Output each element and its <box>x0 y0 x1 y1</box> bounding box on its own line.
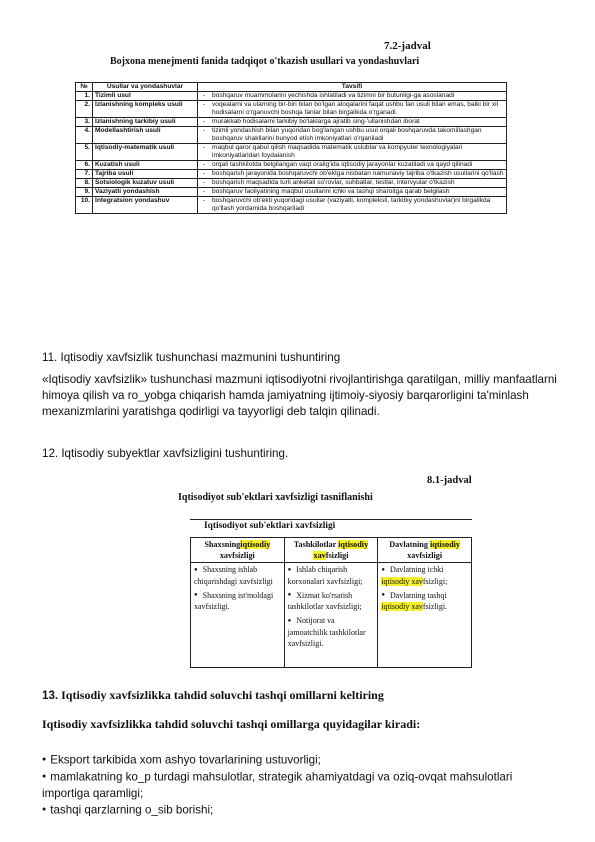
col-header-state: Davlatning iqtisodiy xavfsizligi <box>378 538 472 563</box>
method-name: Izlanishning kompleks usuli <box>93 101 198 118</box>
method-description: boshqarish maqsadida turli anketali so'rovlar, suhbatlar, testlar, intervyular o'tkazish <box>210 179 507 188</box>
row-number: 2. <box>76 101 93 118</box>
row-number: 1. <box>76 92 93 101</box>
method-description: boshqaruv muammolarini yechishda ishlatiladi va tizimni bir butunligi-ga asoslanadi <box>210 92 507 101</box>
list-item: ● Davlatning ichki iqtisodiy xavfsizligi; <box>381 564 468 587</box>
method-description: murakkab hodisalarni tarkibiy bo'laklarga ajratib sing-'ullanishdan iborat <box>210 118 507 127</box>
list-item: ● Davlatning tashqi iqtisodiy xavfsizligi. <box>381 590 468 613</box>
question-13-subtitle: Iqtisodiy xavfsizlikka tahdid soluvchi tashqi omillarga quyidagilar kiradi: <box>42 717 421 731</box>
row-dash: - <box>198 127 211 144</box>
row-number: 10. <box>76 197 93 214</box>
list-item: ● Ishlab chiqarish korxonalari xavfsizligi; <box>288 564 375 587</box>
method-description: tizimli yondashish bilan yuqoridan bog'langan ushbu usul orqali boshqaruvda takomillashgan boshqaruv shakllarini bunyod etish imkoniyatlari o'rganiladi <box>210 127 507 144</box>
method-description: boshqaruv faoliyatining maqbul usullarini ichki va tashqi sharoitga qarab belgilash <box>210 188 507 197</box>
col-header-organizations: Tashkilotlar iqtisodiy xavfsizligi <box>284 538 378 563</box>
method-name: Vaziyatli yondashish <box>93 188 198 197</box>
method-name: Izlanishning tarkibiy usuli <box>93 118 198 127</box>
organization-security-cell <box>284 563 378 668</box>
method-description: maqbul qaror qabul qilish maqsadida matematik uslublar va kompyuter texnologiyalari imkoniyatlaridan foydalanish <box>210 144 507 161</box>
question-11: 11. Iqtisodiy xavfsizlik tushunchasi mazmunini tushuntiring <box>42 351 341 364</box>
method-description: voqealarni va ularning bir-biri bilan bo'lgan aloqalarini faqat ushbu fan usuli bilan emas, balki bir xil hodisalarni o'rganuvchi boshqa fanlar bilan birgalikda o'rganadi. <box>210 101 507 118</box>
list-item: ● Notijorat va jamoatchilik tashkilotlar xavfsizligi. <box>288 615 375 649</box>
security-classification-table <box>190 537 472 668</box>
row-dash: - <box>198 188 211 197</box>
method-name: Sotsiologik kuzatuv usuli <box>93 179 198 188</box>
table-row <box>76 118 507 127</box>
state-security-cell <box>378 563 472 668</box>
row-number: 5. <box>76 144 93 161</box>
list-item: ● tashqi qarzlarning o_sib borishi; <box>42 802 562 819</box>
table-label-7-2: 7.2-jadval <box>384 40 431 52</box>
row-dash: - <box>198 197 211 214</box>
table-caption: Iqtisodiyot sub'ektlari xavfsizligi <box>204 521 336 531</box>
table-title-research-methods: Bojxona menejmenti fanida tadqiqot o'tkazish usullari va yondashuvlari <box>110 56 420 67</box>
list-item: ● mamlakatning ko_p turdagi mahsulotlar, strategik ahamiyatdagi va oziq-ovqat mahsulotlari importiga qaramligi; <box>42 769 562 802</box>
row-dash: - <box>198 144 211 161</box>
research-methods-table <box>75 82 507 214</box>
method-name: Tizimli usul <box>93 92 198 101</box>
method-name: Tajriba usuli <box>93 170 198 179</box>
table-row <box>76 197 507 214</box>
list-item: ● Shaxsning ishlab chiqarishdagi xavfsizligi <box>194 564 281 587</box>
table-row <box>76 161 507 170</box>
table-row <box>76 188 507 197</box>
method-name: Integratsion yondashuv <box>93 197 198 214</box>
table-label-8-1: 8.1-jadval <box>427 475 472 486</box>
question-13-title: Iqtisodiy xavfsizlikka tahdid soluvchi tashqi omillarni keltiring <box>61 688 384 702</box>
row-number: 3. <box>76 118 93 127</box>
list-item: ● Xizmat ko'rsatish tashkilotlar xavfsizligi; <box>288 590 375 613</box>
method-name: Iqtisodiy-matematik usuli <box>93 144 198 161</box>
row-number: 6. <box>76 161 93 170</box>
col-header-description: Tavsifi <box>198 83 507 92</box>
row-dash: - <box>198 92 211 101</box>
question-12: 12. Iqtisodiy subyektlar xavfsizligini tushuntiring. <box>42 447 289 460</box>
method-description: boshqarish jarayonida boshqaruvchi ob'ektga nisbatan namunaviy tajriba o'tkazish usullarini qo'llash <box>210 170 507 179</box>
row-dash: - <box>198 118 211 127</box>
external-factors-list <box>42 752 562 819</box>
row-number: 9. <box>76 188 93 197</box>
caption-divider <box>190 519 472 520</box>
method-description: boshqaruvchi ob'ekti yuqoridagi usullar (vaziyatli, kompleksli, tarkibiy yondashuvlar)ni birgalikda qo'llash yordamida boshqariladi <box>210 197 507 214</box>
table-row <box>76 179 507 188</box>
row-dash: - <box>198 101 211 118</box>
row-dash: - <box>198 179 211 188</box>
row-number: 8. <box>76 179 93 188</box>
col-header-methods: Usullar va yondashuvlar <box>93 83 198 92</box>
table-row <box>76 101 507 118</box>
row-dash: - <box>198 170 211 179</box>
personal-security-cell <box>191 563 285 668</box>
col-header-personal: Shaxsningiqtisodiy xavfsizligi <box>191 538 285 563</box>
question-13: 13. Iqtisodiy xavfsizlikka tahdid soluvchi tashqi omillarni keltiring <box>42 688 384 702</box>
row-number: 4. <box>76 127 93 144</box>
row-dash: - <box>198 161 211 170</box>
table-row <box>76 127 507 144</box>
method-description: orqali tashkilotda belgilangan vaqt oralig'ida iqtisodiy jarayonlar kuzatiladi va qayd qilinadi <box>210 161 507 170</box>
row-number: 7. <box>76 170 93 179</box>
answer-11: «Iqtisodiy xavfsizlik» tushunchasi mazmuni iqtisodiyotni rivojlantirishga qaratilgan, milliy manfaatlarni himoya qilish va ro_yobga chiqarish hamda jamiyatning ijtimoiy-siyosiy barqarorligini ta'minlash mexanizmlarini yaratishga qodirligi va tayyorligi deb talqin qilinadi. <box>42 373 557 418</box>
list-item: ● Shaxsning ist'moldagi xavfsizligi. <box>194 590 281 613</box>
method-name: Kuzatish usuli <box>93 161 198 170</box>
list-item: ● Eksport tarkibida xom ashyo tovarlarining ustuvorligi; <box>42 752 562 769</box>
table-row <box>76 170 507 179</box>
table-row <box>76 144 507 161</box>
table-title-security-classification: Iqtisodiyot sub'ektlari xavfsizligi tasniflanishi <box>178 492 373 503</box>
method-name: Modellashtirish usuli <box>93 127 198 144</box>
table-row <box>76 92 507 101</box>
col-header-number: № <box>76 83 93 92</box>
